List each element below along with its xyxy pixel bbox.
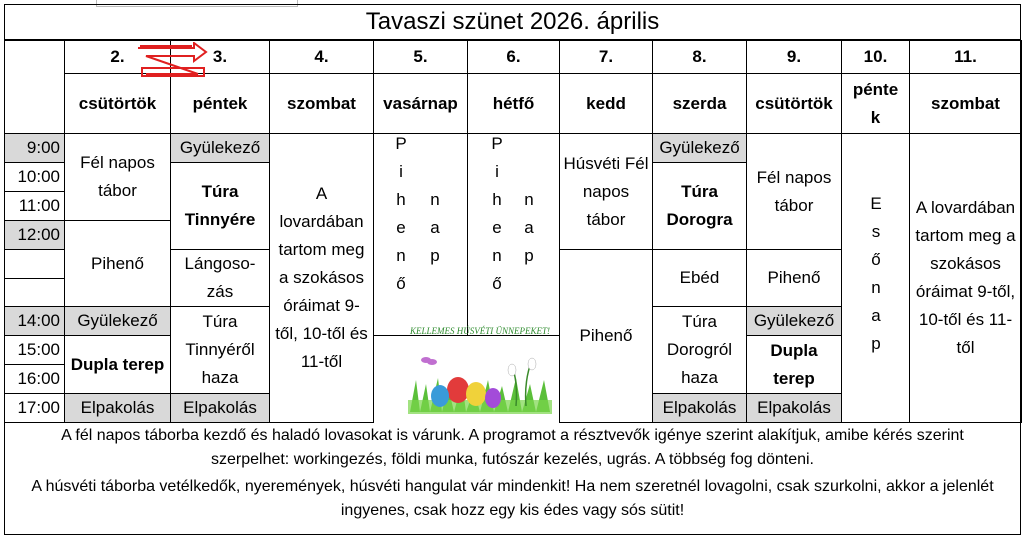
time-label: 11:00	[5, 192, 65, 221]
day-name-line: k	[870, 107, 881, 127]
easter-egg-icon	[431, 385, 449, 407]
vertical-letter: i	[495, 162, 499, 181]
vertical-word	[488, 134, 506, 299]
day-name: szerda	[653, 74, 747, 134]
time-label: 16:00	[5, 365, 65, 394]
schedule-cell: A lovardában tartom meg a szokásos óráimat 9-től, 10-től és 11-től	[910, 134, 1022, 423]
vertical-letter: E	[870, 194, 882, 213]
day-number: 8.	[653, 41, 747, 74]
schedule-cell: Pihenő	[65, 221, 171, 307]
vertical-letter: ő	[396, 274, 406, 293]
schedule-cell: Gyülekező	[747, 307, 842, 336]
schedule-cell: Ebéd	[653, 250, 747, 307]
schedule-cell: Gyülekező	[65, 307, 171, 336]
time-label: 14:00	[5, 307, 65, 336]
easter-egg-icon	[466, 382, 486, 406]
vertical-letter: a	[430, 218, 440, 237]
notes-section	[4, 420, 1021, 535]
day-number: 9.	[747, 41, 842, 74]
day-name: csütörtök	[747, 74, 842, 134]
vertical-letter: n	[524, 190, 534, 209]
vertical-letter: p	[430, 246, 440, 265]
day-name-friday10	[842, 74, 910, 134]
vertical-letter: n	[492, 246, 502, 265]
schedule-cell: Túra Tinnyéről haza	[171, 307, 270, 394]
vertical-word	[867, 190, 885, 358]
vertical-letter: e	[492, 218, 502, 237]
day-number: 7.	[560, 41, 653, 74]
vertical-letter: P	[395, 134, 407, 153]
day-name: kedd	[560, 74, 653, 134]
day-name: csütörtök	[65, 74, 171, 134]
day-name: hétfő	[468, 74, 560, 134]
schedule-cell: Túra Dorogra	[653, 163, 747, 250]
vertical-letter: p	[871, 334, 881, 353]
vertical-letter: a	[871, 306, 881, 325]
schedule-cell: Lángoso- zás	[171, 250, 270, 307]
schedule-cell: Húsvéti Fél napos tábor	[560, 134, 653, 250]
day-number: 5.	[374, 41, 468, 74]
red-arrow-icon	[132, 42, 212, 82]
day-name: szombat	[270, 74, 374, 134]
day-number: 3.	[171, 41, 270, 74]
vertical-letter: a	[524, 218, 534, 237]
schedule-cell: Túra Dorogról haza	[653, 307, 747, 394]
time-label: 10:00	[5, 163, 65, 192]
easter-egg-icon	[447, 377, 469, 403]
day-name: vasárnap	[374, 74, 468, 134]
schedule-cell: Elpakolás	[747, 394, 842, 423]
vertical-letter: n	[871, 278, 881, 297]
rain-day-cell	[842, 134, 910, 423]
day-number: 6.	[468, 41, 560, 74]
schedule-cell: Elpakolás	[653, 394, 747, 423]
schedule-cell: Pihenő	[560, 250, 653, 423]
vertical-letter: p	[524, 246, 534, 265]
vertical-letter: s	[871, 222, 881, 241]
schedule-cell: Dupla terep	[747, 336, 842, 394]
vertical-word	[392, 134, 410, 299]
day-name-line: pénte	[852, 79, 899, 99]
day-name: péntek	[171, 74, 270, 134]
vertical-letter: i	[399, 162, 403, 181]
time-label-empty	[5, 250, 65, 279]
vertical-letter: e	[396, 218, 406, 237]
schedule-cell: Dupla terep	[65, 336, 171, 394]
corner-cell	[5, 41, 65, 134]
schedule-cell: Elpakolás	[65, 394, 171, 423]
note-paragraph: A húsvéti táborba vetélkedők, nyeremények, húsvéti hangulat vár mindenkit! Ha nem szeretnél lovagolni, csak szurkolni, akkor a jelenlét ingyenes, csak hozz egy kis édes vagy sós sütit!	[31, 478, 994, 519]
time-label-empty	[5, 278, 65, 307]
day-number: 4.	[270, 41, 374, 74]
easter-greeting-line: KELLEMES HÚSVÉTI ÜNNEPEKET!	[409, 326, 551, 336]
vertical-letter: h	[396, 190, 406, 209]
schedule-cell: Elpakolás	[171, 394, 270, 423]
rest-day-cell	[374, 134, 468, 336]
day-number: 11.	[910, 41, 1022, 74]
vertical-letter: n	[430, 190, 440, 209]
easter-egg-icon	[485, 388, 501, 408]
rest-day-cell	[468, 134, 560, 336]
butterfly-icon	[421, 357, 437, 365]
vertical-word	[520, 186, 538, 270]
schedule-cell: Túra Tinnyére	[171, 163, 270, 250]
vertical-letter: P	[491, 134, 503, 153]
time-label: 15:00	[5, 336, 65, 365]
schedule-cell: A lovardában tartom meg a szokásos óráimat 9-től, 10-től és 11-től	[270, 134, 374, 423]
note-paragraph: A fél napos táborba kezdő és haladó lovasokat is várunk. A programot a résztvevők igénye szerint alakítjuk, amibe kérés szerint szerpelhet: workingezés, földi munka, futószár kezelés, ugrás. A többség fog dönteni.	[61, 427, 964, 468]
vertical-letter: ő	[871, 250, 881, 269]
vertical-letter: ő	[492, 274, 502, 293]
time-label: 12:00	[5, 221, 65, 250]
time-label: 9:00	[5, 134, 65, 163]
vertical-letter: h	[492, 190, 502, 209]
vertical-letter: n	[396, 246, 406, 265]
page-title: Tavaszi szünet 2026. április	[4, 4, 1021, 40]
schedule-cell: Gyülekező	[653, 134, 747, 163]
time-label: 17:00	[5, 394, 65, 423]
vertical-word	[426, 186, 444, 270]
schedule-cell: Pihenő	[747, 250, 842, 307]
schedule-cell: Gyülekező	[171, 134, 270, 163]
day-number: 2.	[65, 41, 171, 74]
schedule-cell: Fél napos tábor	[65, 134, 171, 221]
day-number: 10.	[842, 41, 910, 74]
day-name: szombat	[910, 74, 1022, 134]
schedule-cell: Fél napos tábor	[747, 134, 842, 250]
easter-greeting-image	[408, 320, 552, 415]
